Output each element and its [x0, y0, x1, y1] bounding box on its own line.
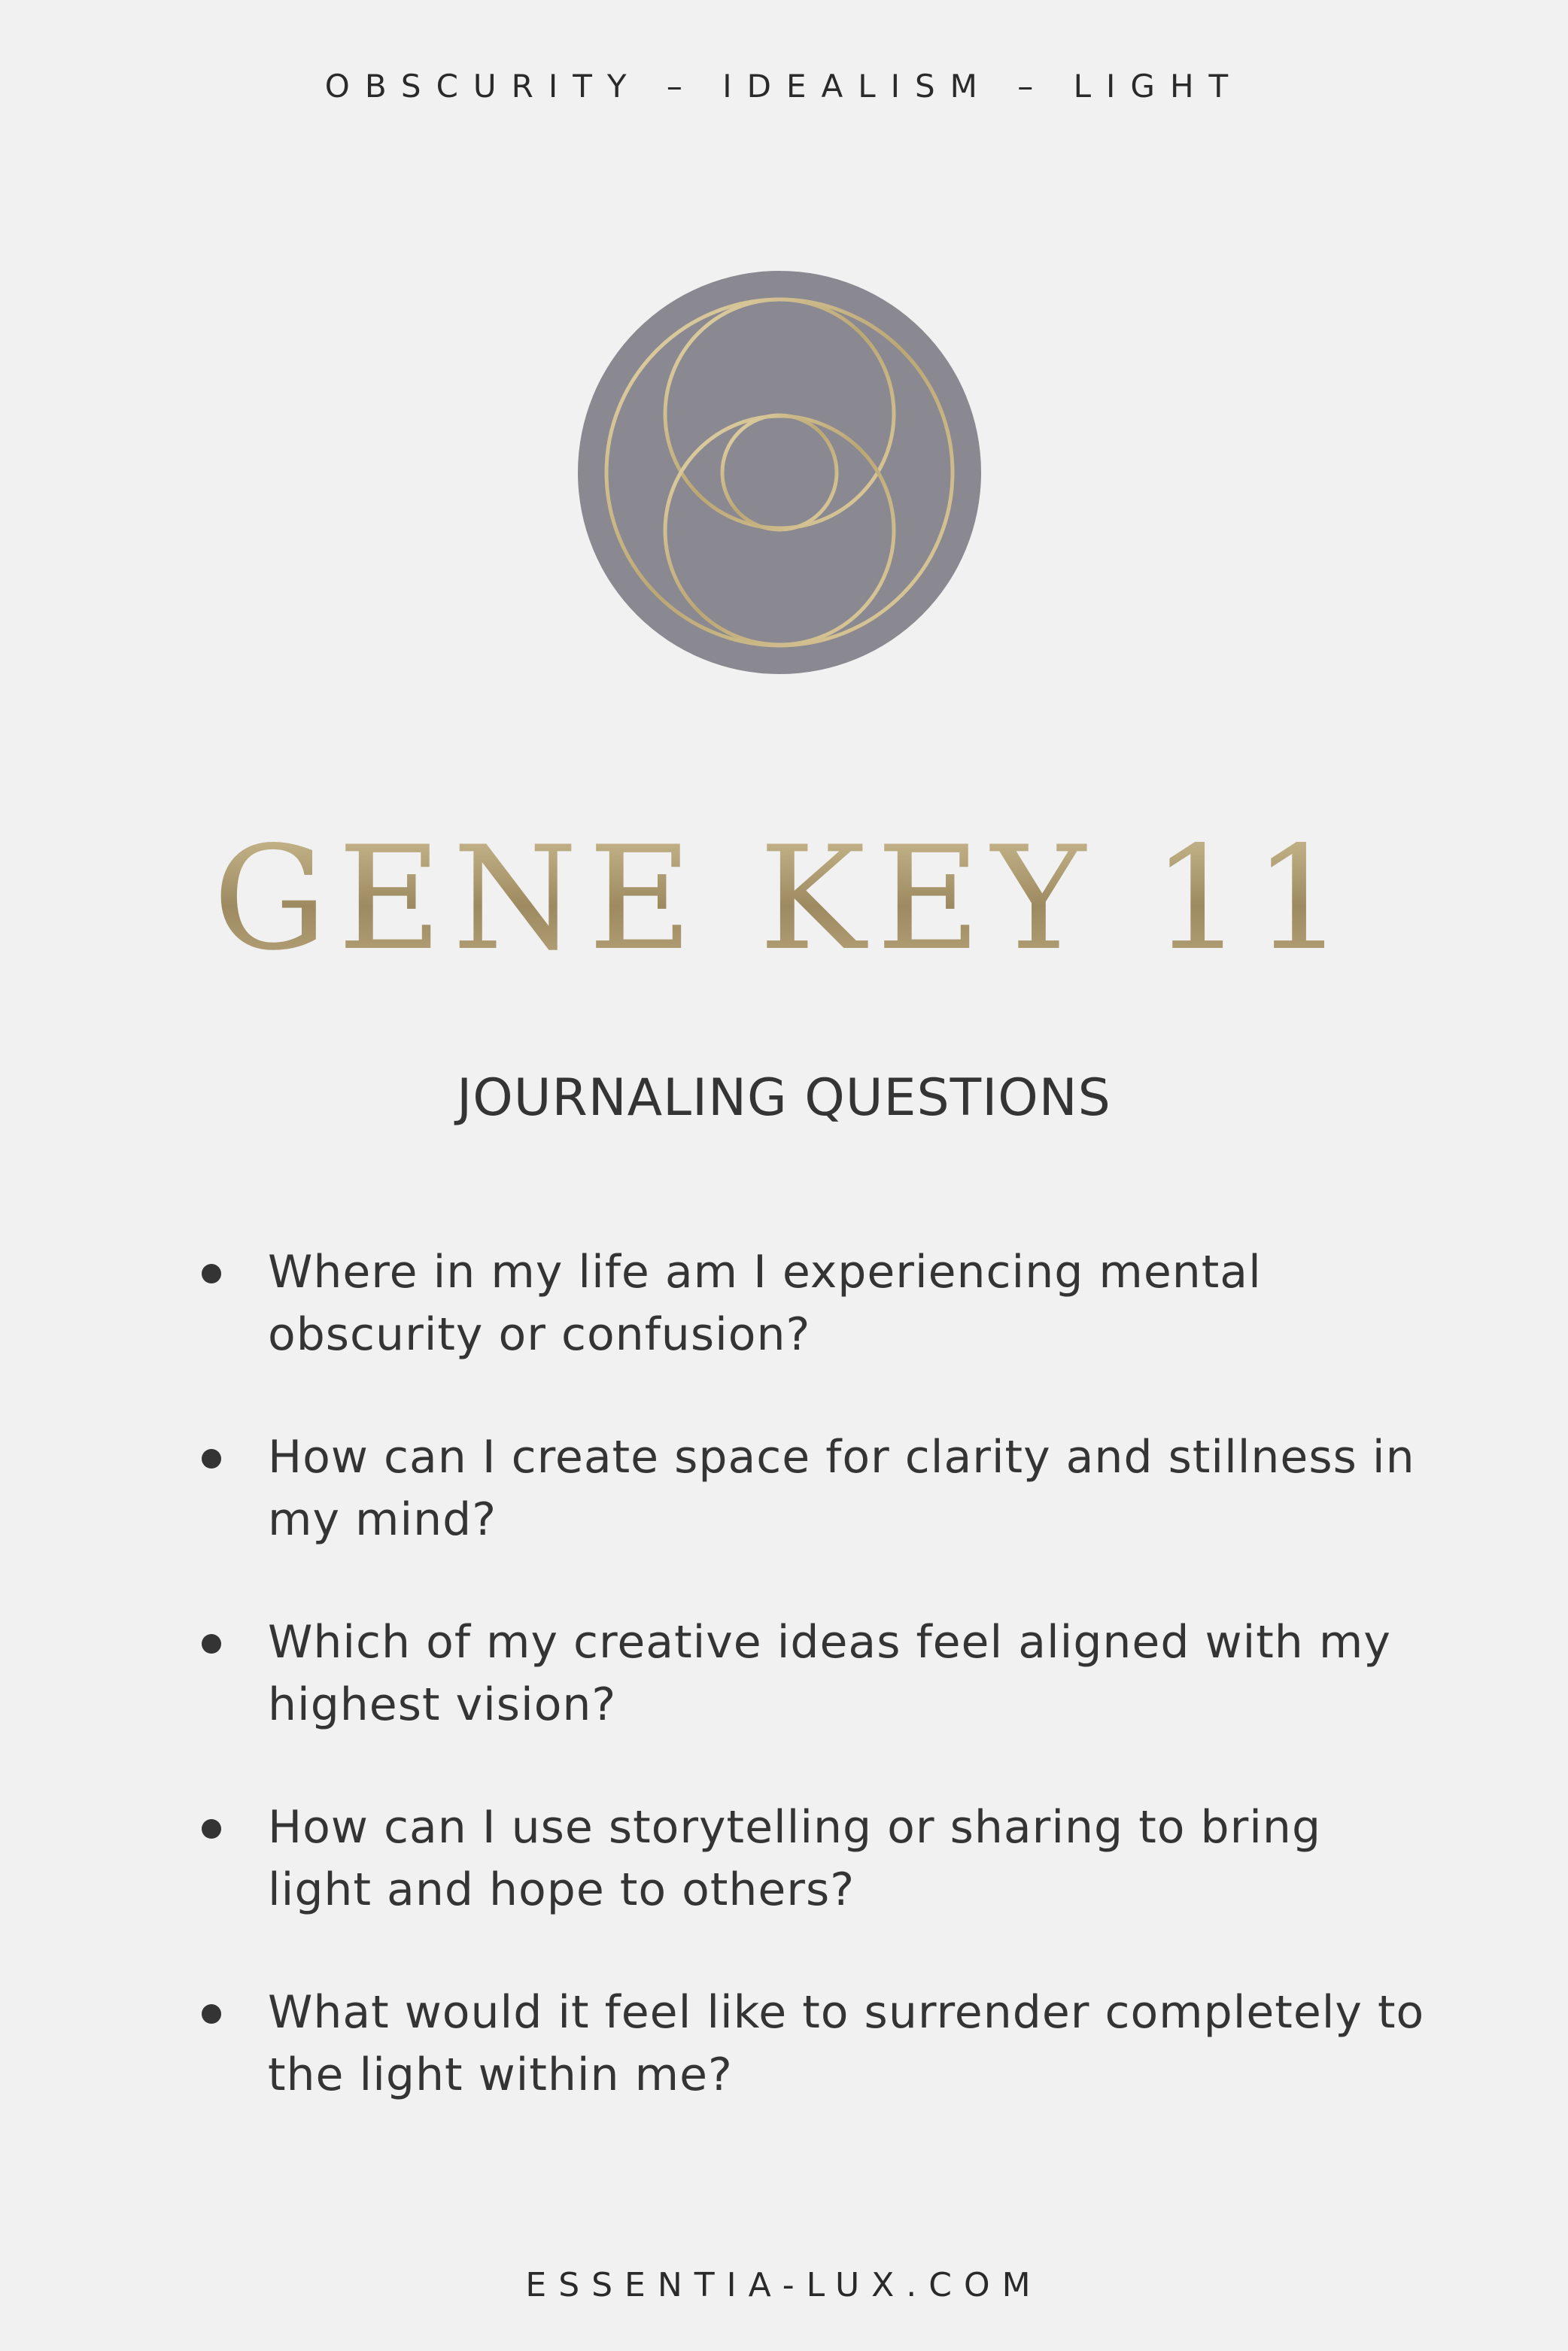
question-text: What would it feel like to surrender completely to the light within me? [268, 1986, 1425, 2101]
bullet-icon [202, 2004, 221, 2024]
bullet-icon [202, 1819, 221, 1839]
question-text: How can I use storytelling or sharing to bring light and hope to others? [268, 1801, 1322, 1916]
gene-key-circle-emblem-icon [578, 271, 981, 674]
page-subtitle: JOURNALING QUESTIONS [457, 1068, 1111, 1128]
bullet-icon [202, 1449, 221, 1469]
question-list [196, 1241, 1430, 2167]
list-item [196, 1241, 1430, 1366]
page-title: GENE KEY 11 [0, 828, 1568, 970]
tagline: OBSCURITY – IDEALISM – LIGHT [324, 68, 1244, 105]
list-item [196, 1797, 1430, 1921]
list-item [196, 1611, 1430, 1736]
bullet-icon [202, 1634, 221, 1654]
question-text: How can I create space for clarity and stillness in my mind? [268, 1431, 1415, 1546]
question-text: Where in my life am I experiencing mental obscurity or confusion? [268, 1246, 1262, 1361]
bullet-icon [202, 1264, 221, 1283]
website-footer: ESSENTIA-LUX.COM [525, 2266, 1043, 2304]
list-item [196, 1982, 1430, 2106]
question-text: Which of my creative ideas feel aligned with my highest vision? [268, 1616, 1391, 1731]
list-item [196, 1426, 1430, 1551]
